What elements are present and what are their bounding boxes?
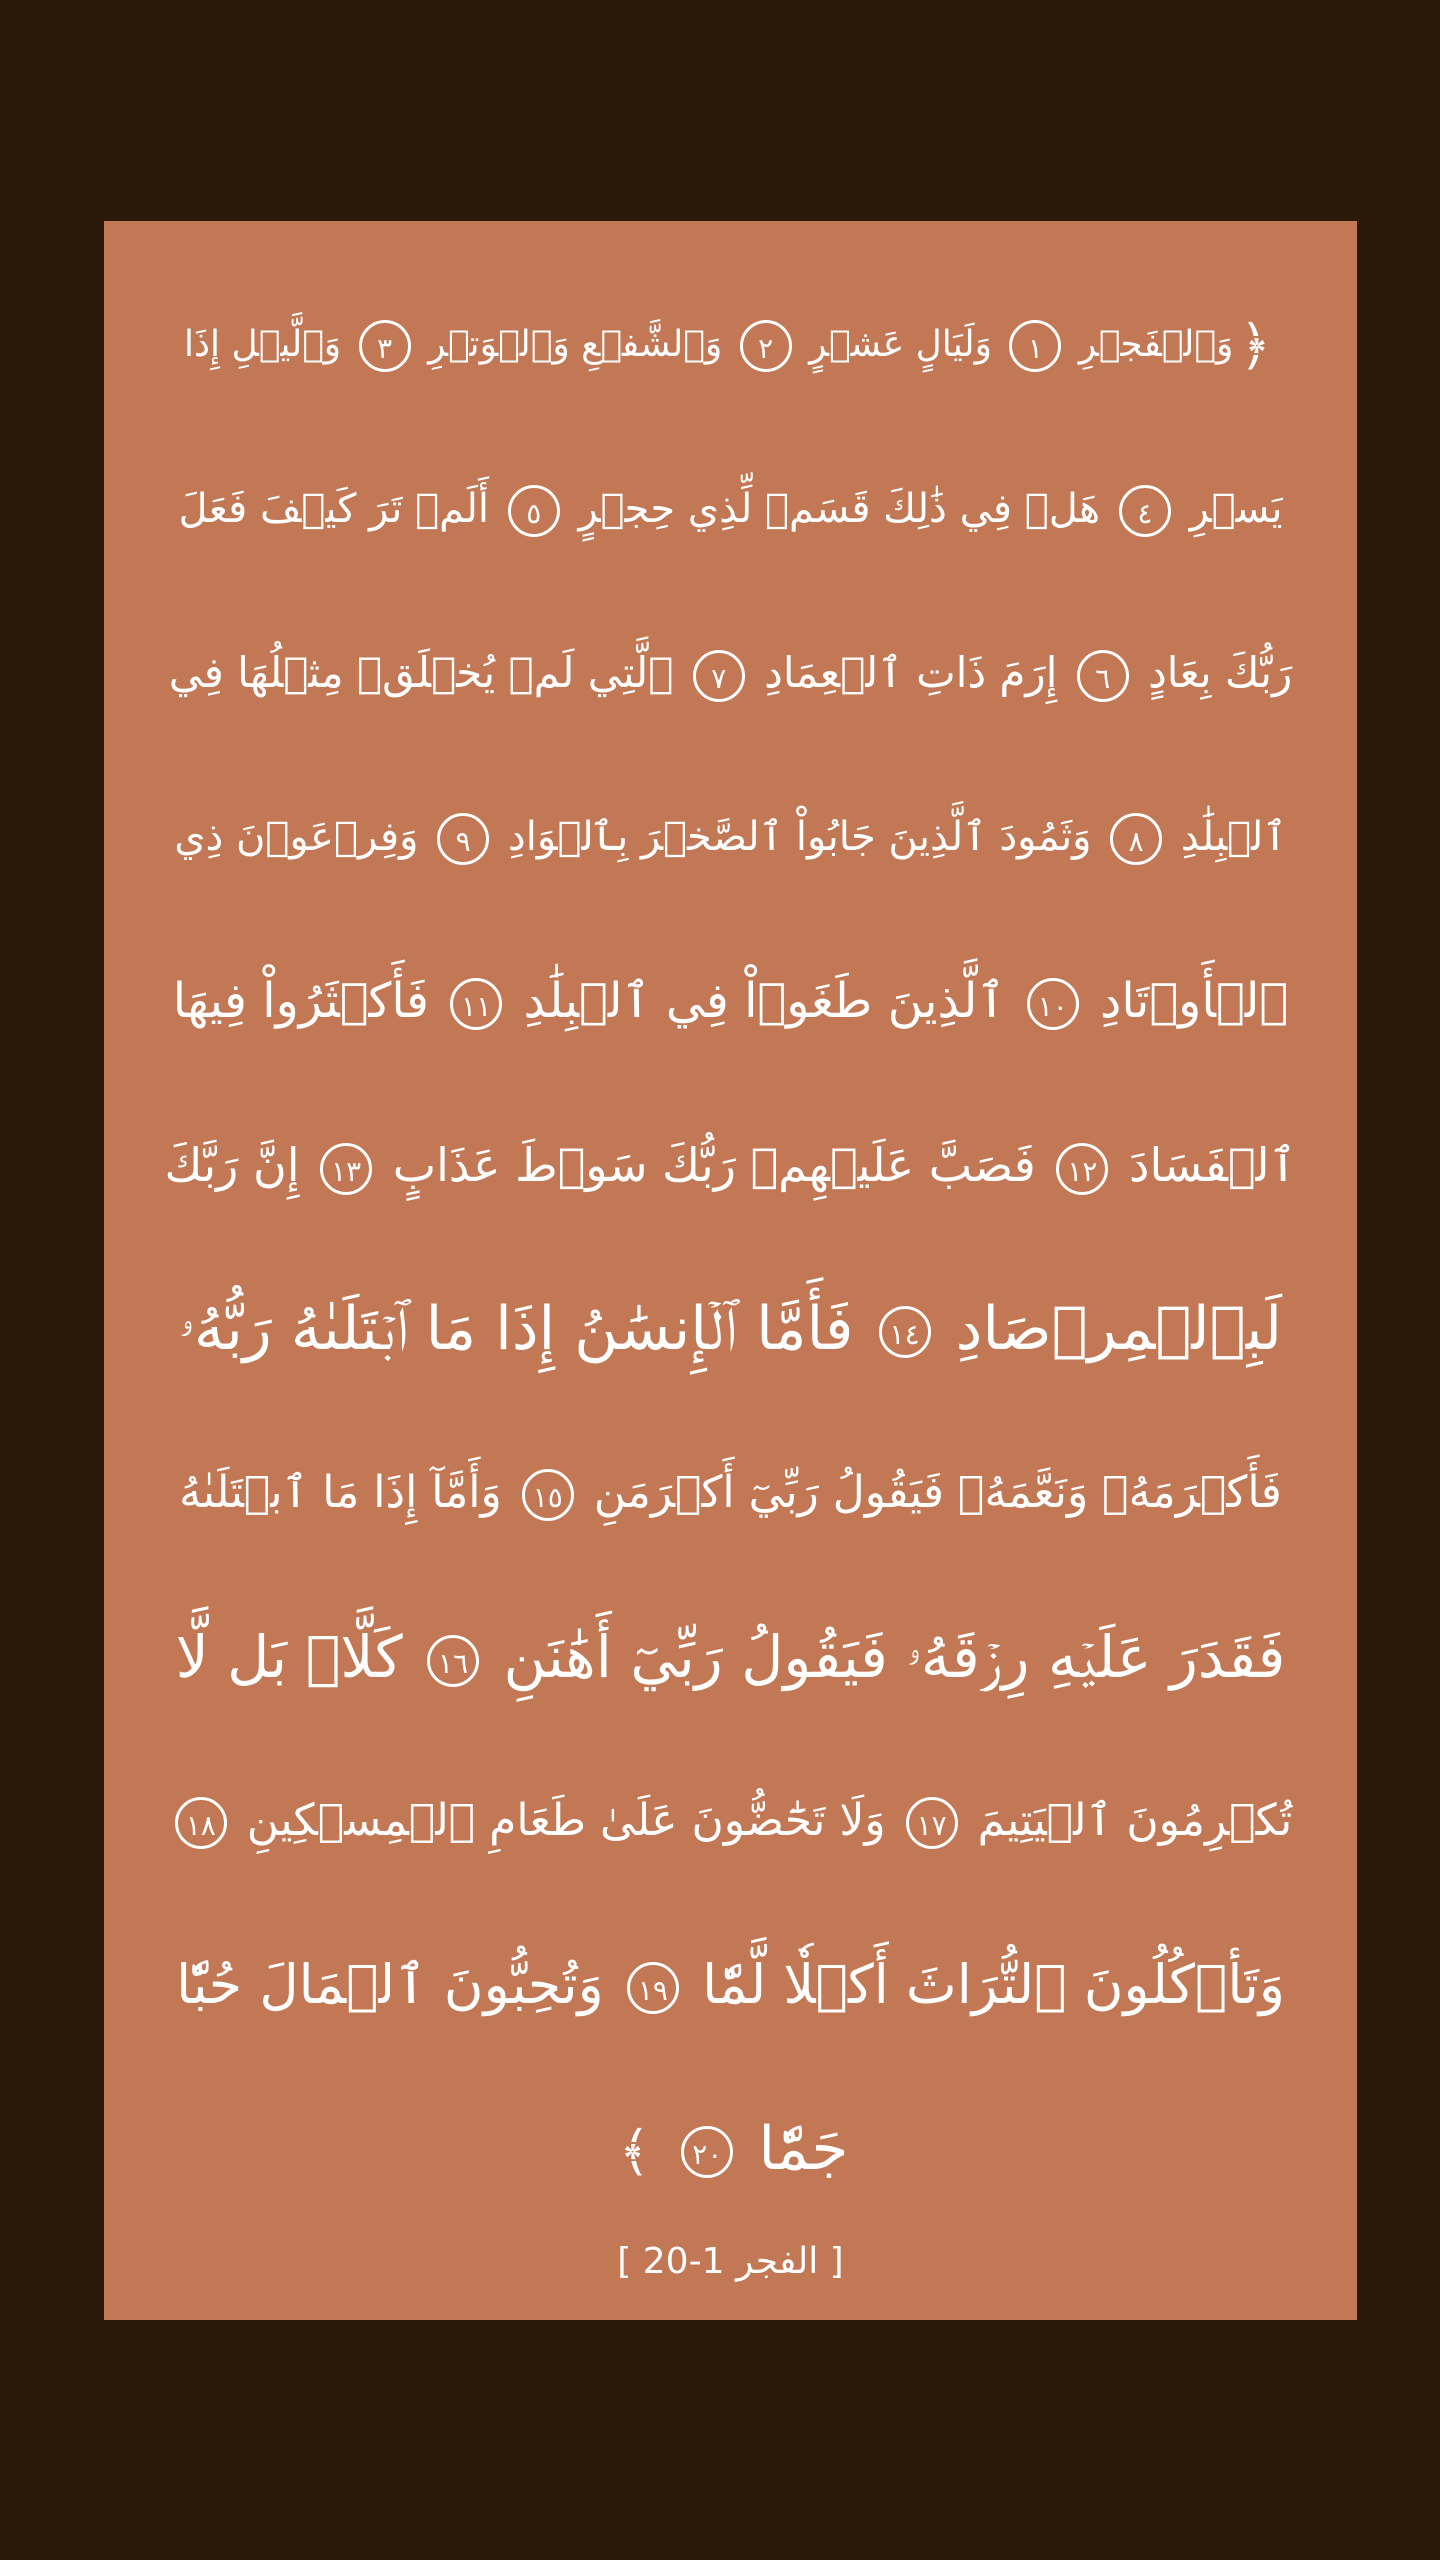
verse-text: وَلَا تَحَٰٓضُّونَ عَلَىٰ طَعَامِ ٱلۡمِسۡكِينِ <box>232 1795 886 1846</box>
ayah-number-marker: ١ <box>1009 320 1061 372</box>
ayah-number-marker: ٧ <box>693 650 745 702</box>
ayah-number-marker: ٢ <box>740 320 792 372</box>
verse-text: ٱلَّتِي لَمۡ يُخۡلَقۡ مِثۡلُهَا فِي <box>168 648 674 697</box>
verse-text: وَثَمُودَ ٱلَّذِينَ جَابُواْ ٱلصَّخۡرَ بِٱلۡوَادِ <box>495 814 1092 860</box>
verse-text: ٱلۡأَوۡتَادِ <box>1084 973 1289 1029</box>
verse-line <box>164 1573 1297 1741</box>
verse-text: ٱلۡبِلَٰدِ <box>1168 814 1287 860</box>
verse-text: فَأَكۡرَمَهُۥ وَنَعَّمَهُۥ فَيَقُولُ رَبِّيٓ أَكۡرَمَنِ <box>579 1467 1282 1518</box>
quran-page-card <box>104 221 1357 2320</box>
verse-text: إِرَمَ ذَاتِ ٱلۡعِمَادِ <box>750 648 1058 697</box>
verse-text: فَأَكۡثَرُواْ فِيهَا <box>172 973 429 1029</box>
verse-text: وَٱلَّيۡلِ إِذَا <box>184 324 342 365</box>
surah-reference: [ الفجر 1-20 ] <box>617 2241 844 2282</box>
verse-text: وَلَيَالٍ عَشۡرٍ <box>797 324 992 365</box>
verse-line <box>164 2065 1297 2233</box>
verse-line <box>164 1245 1297 1413</box>
ayah-number-marker: ٩ <box>437 813 489 865</box>
verse-text: فَصَبَّ عَلَيۡهِمۡ رَبُّكَ سَوۡطَ عَذَابٍ <box>378 1138 1036 1192</box>
verse-text: جَمّٗا <box>739 2114 849 2184</box>
verse-text: وَٱلۡفَجۡرِ <box>1067 324 1234 365</box>
closing-ornament-icon: ﴾ <box>618 2120 651 2184</box>
verse-line <box>164 589 1297 757</box>
verse-text: يَسۡرِ <box>1176 486 1283 532</box>
ayah-number-marker: ١٣ <box>320 1143 372 1195</box>
verse-text: وَأَمَّآ إِذَا مَا ٱبۡتَلَىٰهُ <box>179 1467 502 1518</box>
verses-block <box>164 261 1297 2241</box>
verse-text: وَٱلشَّفۡعِ وَٱلۡوَتۡرِ <box>416 324 723 365</box>
verse-line <box>164 425 1297 593</box>
ayah-number-marker: ١٢ <box>1056 1143 1108 1195</box>
verse-text: فَأَمَّا ٱلۡإِنسَٰنُ إِذَا مَا ٱبۡتَلَىٰهُ رَبُّهُۥ <box>178 1294 854 1364</box>
verse-line <box>164 261 1297 429</box>
verse-text: ٱلۡفَسَادَ <box>1114 1138 1297 1192</box>
ayah-number-marker: ١٥ <box>522 1469 574 1521</box>
ayah-number-marker: ٢٠ <box>681 2126 733 2178</box>
verse-line <box>164 1737 1297 1905</box>
ayah-number-marker: ١٠ <box>1027 978 1079 1030</box>
ayah-number-marker: ١٩ <box>627 1962 679 2014</box>
verse-line <box>164 917 1297 1085</box>
verse-text: فَقَدَرَ عَلَيۡهِ رِزۡقَهُۥ فَيَقُولُ رَبِّيٓ أَهَٰنَنِ <box>485 1623 1286 1691</box>
verse-line <box>164 1901 1297 2069</box>
ayah-number-marker: ١٤ <box>879 1306 931 1358</box>
ayah-number-marker: ٦ <box>1077 650 1129 702</box>
verse-text: رَبُّكَ بِعَادٍ <box>1134 648 1293 697</box>
verse-text: تُكۡرِمُونَ ٱلۡيَتِيمَ <box>963 1795 1293 1846</box>
verse-text: أَلَمۡ تَرَ كَيۡفَ فَعَلَ <box>178 486 490 532</box>
ayah-number-marker: ٤ <box>1119 485 1171 537</box>
ayah-number-marker: ١١ <box>450 978 502 1030</box>
verse-line <box>164 1081 1297 1249</box>
ayah-number-marker: ١٨ <box>175 1797 227 1849</box>
verse-line <box>164 753 1297 921</box>
ayah-number-marker: ١٦ <box>427 1635 479 1687</box>
verse-text: لَبِٱلۡمِرۡصَادِ <box>936 1294 1283 1364</box>
verse-line <box>164 1409 1297 1577</box>
verse-text: كَلَّاۖ بَل لَّا <box>175 1623 403 1691</box>
verse-text: وَتَأۡكُلُونَ ٱلتُّرَاثَ أَكۡلٗا لَّمّٗا <box>684 1953 1285 2016</box>
verse-text: وَفِرۡعَوۡنَ ذِي <box>174 814 419 860</box>
verse-text: هَلۡ فِي ذَٰلِكَ قَسَمٞ لِّذِي حِجۡرٍ <box>565 486 1101 532</box>
verse-text: وَتُحِبُّونَ ٱلۡمَالَ حُبّٗا <box>176 1953 604 2016</box>
ayah-number-marker: ١٧ <box>906 1797 958 1849</box>
ayah-number-marker: ٥ <box>508 485 560 537</box>
verse-text: ٱلَّذِينَ طَغَوۡاْ فِي ٱلۡبِلَٰدِ <box>508 973 1006 1029</box>
opening-ornament-icon: ﴿ <box>1239 314 1271 377</box>
verse-text: إِنَّ رَبَّكَ <box>164 1138 300 1192</box>
ayah-number-marker: ٣ <box>359 320 411 372</box>
ayah-number-marker: ٨ <box>1110 813 1162 865</box>
